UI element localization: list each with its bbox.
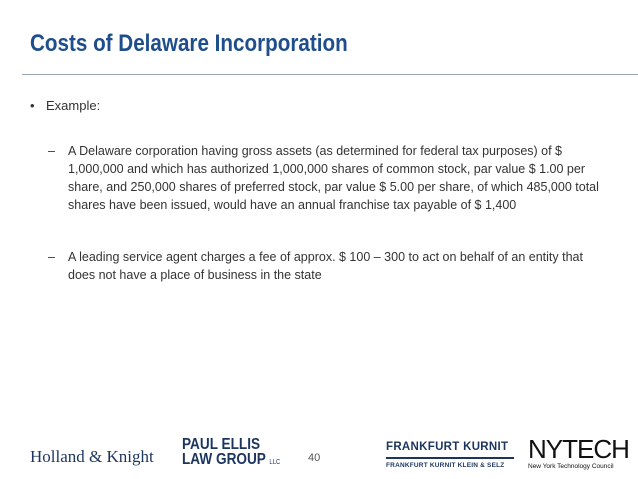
dash-marker: –	[48, 250, 55, 264]
sub-item-text: A Delaware corporation having gross assets (as determined for federal tax purposes) of $ 1,000,000 and which has authorized 1,000,000 shares of common stock, par value $ 1.00 per share, and 250,000 shares of preferred stock, par value $ 5.00 per share, of which 485,000 total shares have been issued, would have an annual franchise tax payable of $ 1,400	[68, 144, 599, 212]
frankfurt-top: FRANKFURT KURNIT	[386, 441, 509, 453]
frankfurt-bottom: FRANKFURT KURNIT KLEIN & SELZ	[386, 462, 505, 469]
title-divider	[22, 74, 638, 75]
bullet-text: Example:	[46, 98, 101, 113]
nytech-mark: NYTECH	[528, 434, 629, 464]
paul-ellis-line2: LAW GROUP LLC	[182, 451, 281, 468]
holland-knight-logo: Holland & Knight	[30, 447, 154, 466]
nytech-logo	[528, 436, 629, 470]
nytech-subtitle: New York Technology Council	[528, 463, 614, 470]
frankfurt-kurnit-logo	[386, 441, 514, 469]
sub-item-service-agent	[48, 248, 608, 284]
bullet-item	[30, 98, 100, 113]
sub-item-text: A leading service agent charges a fee of approx. $ 100 – 300 to act on behalf of an entity that does not have a place of business in the state	[68, 250, 583, 282]
frankfurt-rule	[386, 457, 514, 459]
paul-ellis-line1: PAUL ELLIS	[182, 436, 261, 453]
dash-marker: –	[48, 144, 55, 158]
bullet-marker: •	[30, 98, 35, 113]
paul-ellis-law-group-logo	[182, 437, 298, 470]
sub-item-franchise-tax	[48, 142, 608, 214]
slide-title: Costs of Delaware Incorporation	[30, 30, 348, 57]
page-number: 40	[308, 452, 321, 464]
paul-ellis-suffix: LLC	[269, 459, 281, 466]
